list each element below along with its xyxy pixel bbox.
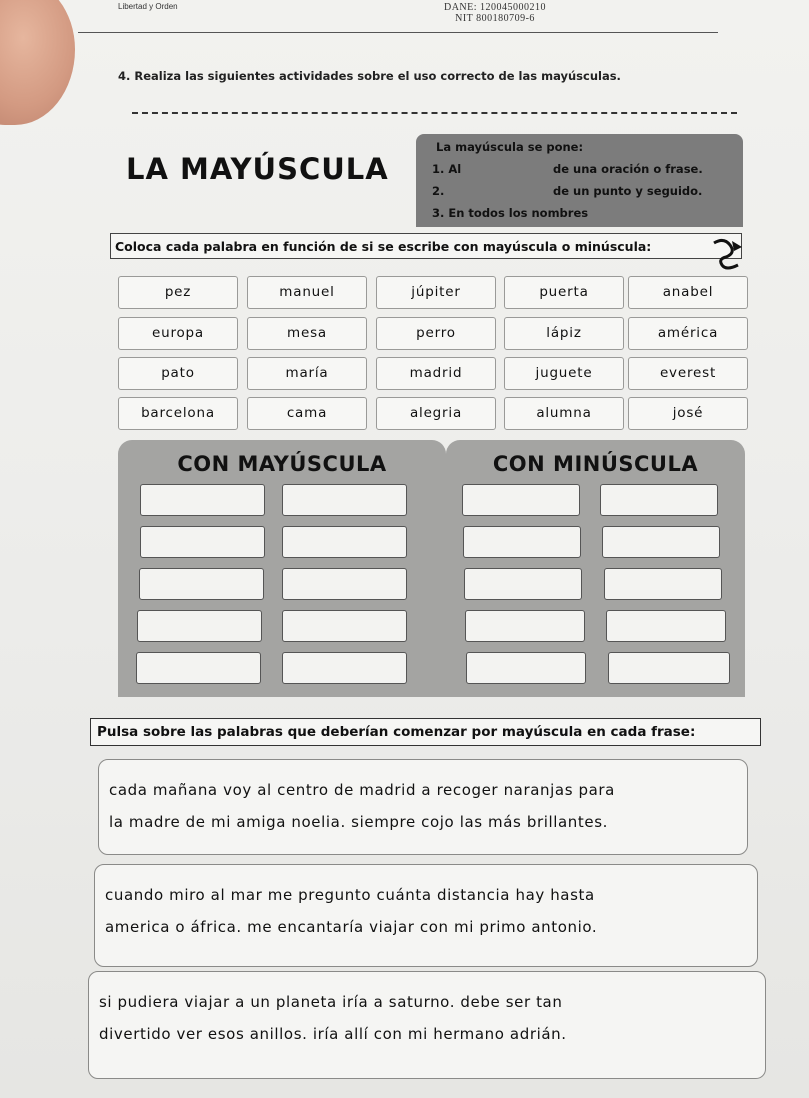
finger-photo-edge <box>0 0 75 125</box>
word-card[interactable]: maría <box>247 357 367 390</box>
word-card[interactable]: manuel <box>247 276 367 309</box>
sentence-line[interactable]: cuando miro al mar me pregunto cuánta distancia hay hasta <box>105 886 595 904</box>
decorative-swirl-icon <box>708 237 746 271</box>
drop-slot[interactable] <box>462 484 580 516</box>
header-motto: Libertad y Orden <box>118 2 178 11</box>
drop-slot[interactable] <box>466 652 586 684</box>
drop-slot[interactable] <box>464 568 582 600</box>
rule-2-start: 2. <box>432 184 445 198</box>
word-card[interactable]: madrid <box>376 357 496 390</box>
word-card[interactable]: mesa <box>247 317 367 350</box>
activity1-instruction: Coloca cada palabra en función de si se escribe con mayúscula o minúscula: <box>110 233 742 259</box>
sentence-line[interactable]: america o áfrica. me encantaría viajar con mi primo antonio. <box>105 918 598 936</box>
page-title: LA MAYÚSCULA <box>126 152 389 186</box>
word-card[interactable]: alegria <box>376 397 496 430</box>
activity2-instruction: Pulsa sobre las palabras que deberían comenzar por mayúscula en cada frase: <box>90 718 761 746</box>
drop-slot[interactable] <box>282 652 407 684</box>
sentence-box[interactable] <box>98 759 748 855</box>
drop-slot[interactable] <box>140 526 265 558</box>
drop-slot[interactable] <box>140 484 265 516</box>
word-card[interactable]: everest <box>628 357 748 390</box>
header-codes <box>400 2 590 24</box>
word-card[interactable]: puerta <box>504 276 624 309</box>
drop-slot[interactable] <box>602 526 720 558</box>
word-card[interactable]: júpiter <box>376 276 496 309</box>
drop-slot[interactable] <box>137 610 262 642</box>
drop-slot[interactable] <box>282 610 407 642</box>
drop-slot[interactable] <box>465 610 585 642</box>
uppercase-column-title: CON MAYÚSCULA <box>177 452 387 476</box>
drop-slot[interactable] <box>608 652 730 684</box>
sentence-line[interactable]: cada mañana voy al centro de madrid a recoger naranjas para <box>109 781 615 799</box>
rule-2-end: de un punto y seguido. <box>553 184 703 198</box>
drop-slot[interactable] <box>136 652 261 684</box>
sentence-line[interactable]: la madre de mi amiga noelia. siempre cojo las más brillantes. <box>109 813 609 831</box>
word-card[interactable]: américa <box>628 317 748 350</box>
word-card[interactable]: cama <box>247 397 367 430</box>
drop-slot[interactable] <box>282 484 407 516</box>
drop-slot[interactable] <box>604 568 722 600</box>
lowercase-column-title: CON MINÚSCULA <box>492 452 699 476</box>
word-card[interactable]: pez <box>118 276 238 309</box>
word-card[interactable]: alumna <box>504 397 624 430</box>
word-card[interactable]: josé <box>628 397 748 430</box>
rule-3: 3. En todos los nombres <box>432 206 589 220</box>
word-card[interactable]: anabel <box>628 276 748 309</box>
word-card[interactable]: europa <box>118 317 238 350</box>
header-dane: DANE: 120045000210 <box>443 2 547 13</box>
rules-heading: La mayúscula se pone: <box>436 140 584 154</box>
activity-instruction: 4. Realiza las siguientes actividades sobre el uso correcto de las mayúsculas. <box>118 69 621 83</box>
rule-1-start: 1. Al <box>432 162 462 176</box>
uppercase-column <box>118 440 446 697</box>
answer-dashed-line <box>132 112 737 114</box>
drop-slot[interactable] <box>282 526 407 558</box>
word-card[interactable]: juguete <box>504 357 624 390</box>
word-card[interactable]: lápiz <box>504 317 624 350</box>
word-card[interactable]: pato <box>118 357 238 390</box>
drop-slot[interactable] <box>463 526 581 558</box>
sentence-line[interactable]: si pudiera viajar a un planeta iría a saturno. debe ser tan <box>99 993 563 1011</box>
header-divider <box>78 32 718 33</box>
sentence-line[interactable]: divertido ver esos anillos. iría allí con mi hermano adrián. <box>99 1025 567 1043</box>
rule-1-end: de una oración o frase. <box>553 162 703 176</box>
drop-slot[interactable] <box>600 484 718 516</box>
header-nit: NIT 800180709-6 <box>455 13 535 24</box>
sentence-box[interactable] <box>94 864 758 967</box>
word-card[interactable]: barcelona <box>118 397 238 430</box>
rules-box <box>416 134 743 227</box>
sentence-box[interactable] <box>88 971 766 1079</box>
drop-slot[interactable] <box>282 568 407 600</box>
drop-slot[interactable] <box>139 568 264 600</box>
word-card[interactable]: perro <box>376 317 496 350</box>
drop-slot[interactable] <box>606 610 726 642</box>
lowercase-column <box>446 440 745 697</box>
